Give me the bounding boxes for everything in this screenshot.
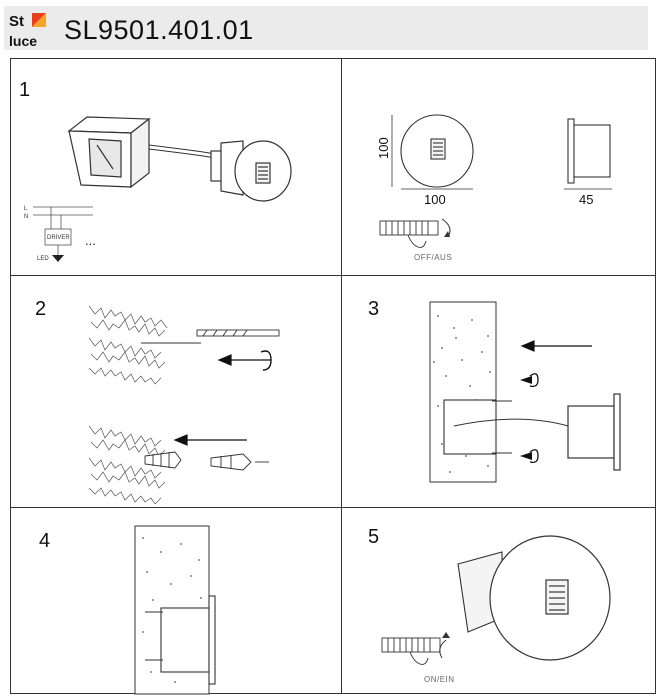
wiring-diagram	[33, 207, 93, 255]
logo-text-bottom: luce	[9, 33, 38, 49]
hand-icon	[408, 235, 426, 247]
panel-step-4	[11, 508, 341, 694]
panel-dimensions	[342, 59, 657, 275]
wall-section	[430, 302, 496, 482]
header-bar	[4, 6, 648, 50]
wall-box-icon	[69, 117, 149, 187]
depth-dimension: 45	[579, 192, 594, 207]
panel-step-5	[342, 508, 657, 694]
connector-icon	[380, 221, 438, 235]
panel-step-2	[11, 276, 341, 507]
rotate-arrow-icon	[440, 640, 446, 658]
wiring-l-label: L	[24, 206, 28, 212]
spotlight-icon	[490, 536, 610, 660]
wall-texture	[89, 306, 167, 384]
led-diode-icon	[52, 255, 64, 262]
spotlight-cover-icon	[209, 596, 215, 684]
hand-icon	[410, 652, 428, 664]
step-number-2: 2	[35, 298, 47, 320]
wall-box-icon	[444, 400, 496, 454]
driver-label: DRIVER	[47, 235, 70, 241]
connector-icon	[382, 638, 440, 652]
wall-box-icon	[161, 608, 209, 672]
diameter-dimension: 100	[424, 192, 446, 207]
on-label: ON/EIN	[424, 675, 455, 684]
wiring-more: ...	[85, 233, 96, 248]
wiring-n-label: N	[24, 214, 29, 220]
model-code: SL9501.401.01	[64, 15, 254, 45]
step-number-4: 4	[39, 530, 51, 552]
brand-logo	[8, 10, 50, 50]
height-dimension: 100	[376, 137, 391, 159]
side-view-icon	[568, 119, 610, 183]
drill-bit-icon	[141, 330, 279, 343]
arrow-icon	[175, 435, 247, 445]
wall-plug-icon	[145, 452, 269, 470]
panel-step-3	[342, 276, 657, 507]
led-label: LED	[37, 256, 49, 262]
spotlight-icon	[568, 394, 620, 470]
spotlight-icon	[211, 141, 291, 201]
step-number-3: 3	[368, 298, 380, 320]
front-view-icon	[401, 115, 473, 187]
logo-text-top: St	[9, 13, 24, 30]
arrow-icon	[522, 341, 592, 351]
off-label: OFF/AUS	[414, 253, 453, 262]
instruction-grid	[10, 58, 656, 694]
step-number-5: 5	[368, 526, 380, 548]
arrow-icon	[219, 355, 271, 365]
step-number-1: 1	[19, 79, 31, 101]
panel-step-1	[11, 59, 341, 275]
